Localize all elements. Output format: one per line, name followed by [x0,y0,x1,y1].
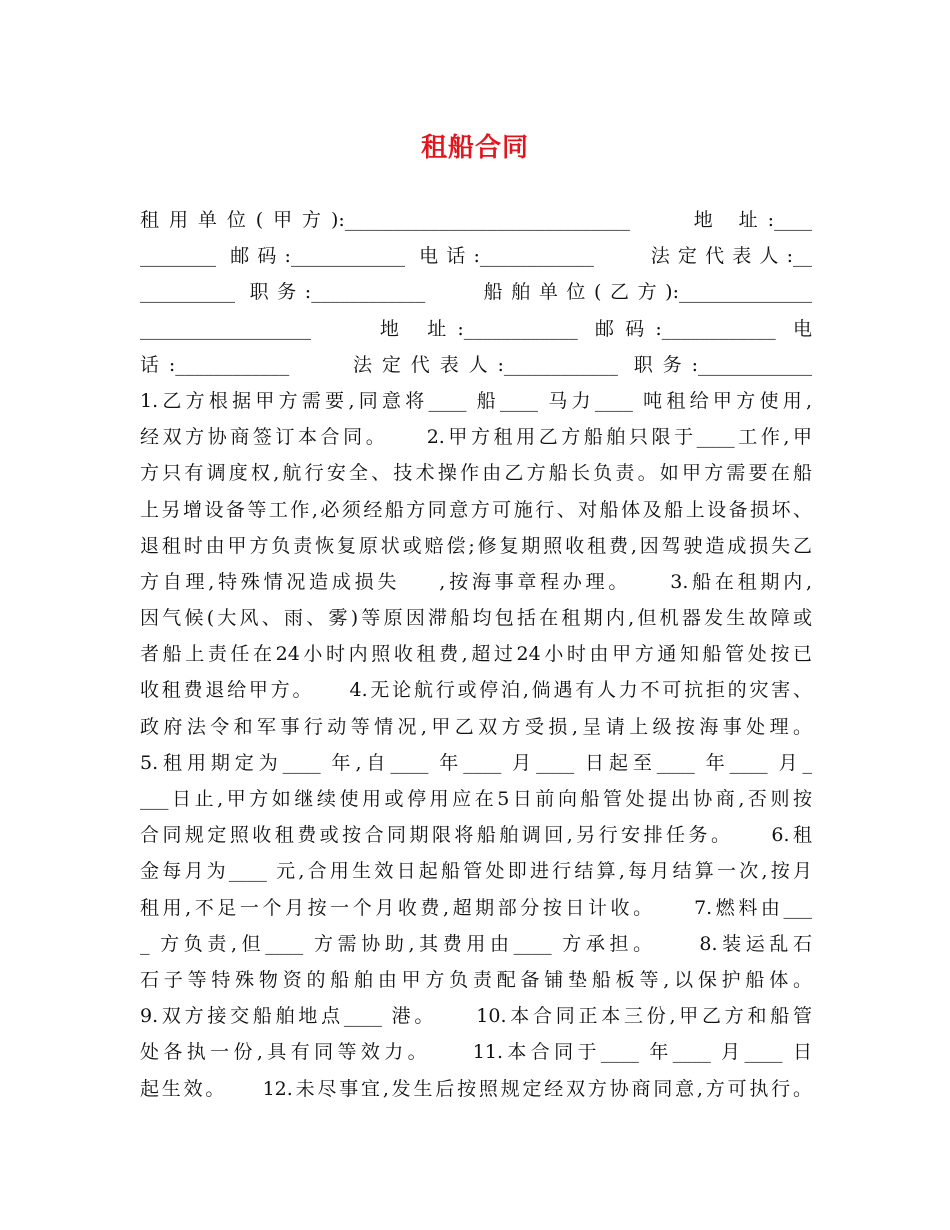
contract-line-party-b-address: __________________ 地 址:____________ 邮码:____________ 电 [140,317,812,340]
contract-line: 者船上责任在24小时内照收租费,超过24小时由甲方通知船管处按已 [140,643,812,666]
contract-line: 因气候(大风、雨、雾)等原因滞船均包括在租期内,但机器发生故障或 [140,607,812,630]
contract-line: 起生效。 12.未尽事宜,发生后按照规定经双方协商同意,方可执行。 [140,1077,812,1100]
contract-line: 政府法令和军事行动等情况,甲乙双方受损,呈请上级按海事处理。 [140,715,812,738]
contract-line: 9.双方接交船舶地点____ 港。 10.本合同正本三份,甲乙方和船管 [140,1005,812,1028]
contract-line-party-a: 租用单位(甲方):______________________________ 地 址:____ [140,209,812,231]
contract-line: 收租费退给甲方。 4.无论航行或停泊,倘遇有人力不可抗拒的灾害、 [140,679,812,702]
contract-line: 退租时由甲方负责恢复原状或赔偿;修复期照收租费,因驾驶造成损失乙 [140,534,812,557]
contract-line: ___日止,甲方如继续使用或停用应在5日前向船管处提出协商,否则按 [140,788,812,810]
contract-line: 5.租用期定为____ 年,自____ 年____ 月____ 日起至____ 年____ 月_ [140,751,812,774]
contract-line-party-b-representative: 话:____________ 法定代表人:____________ 职务:____________ [140,353,812,376]
contract-line: 经双方协商签订本合同。 2.甲方租用乙方船舶只限于____工作,甲 [140,426,812,449]
contract-line: 方自理,特殊情况造成损失 ,按海事章程办理。 3.船在租期内, [140,570,812,593]
contract-line: 上另增设备等工作,必须经船方同意方可施行、对船体及船上设备损坏、 [140,498,812,521]
contract-line-party-b: __________ 职务:____________ 船舶单位(乙方):______________ [140,281,812,304]
contract-line: 方只有调度权,航行安全、技术操作由乙方船长负责。如甲方需要在船 [140,462,812,485]
contract-line: 租用,不足一个月按一个月收费,超期部分按日计收。 7.燃料由___ [140,896,812,919]
contract-line-party-a-contact: ________ 邮码:____________ 电话:____________ 法定代表人:__ [140,245,812,268]
document-title: 租船合同 [420,133,529,163]
contract-line: 金每月为____ 元,合用生效日起船管处即进行结算,每月结算一次,按月 [140,860,812,883]
contract-line: 处各执一份,具有同等效力。 11.本合同于____ 年____ 月____ 日 [140,1041,812,1064]
contract-line: 合同规定照收租费或按合同期限将船舶调回,另行安排任务。 6.租 [140,824,812,847]
contract-line: 石子等特殊物资的船舶由甲方负责配备铺垫船板等,以保护船体。 [140,968,812,991]
contract-line: _ 方负责,但____ 方需协助,其费用由____ 方承担。 8.装运乱石 [140,932,812,955]
contract-line: 1.乙方根据甲方需要,同意将____ 船____ 马力____ 吨租给甲方使用, [140,389,812,412]
contract-body [140,202,812,1107]
